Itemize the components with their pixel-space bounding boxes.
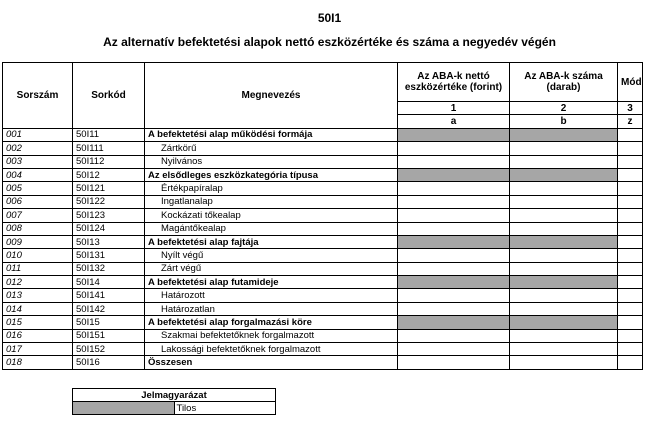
cell-b xyxy=(510,235,618,248)
row-sorkod: 50I152 xyxy=(73,343,145,356)
table-row xyxy=(3,142,643,155)
cell-a xyxy=(398,128,510,141)
cell-b[interactable] xyxy=(510,142,618,155)
table-row xyxy=(3,276,643,289)
row-sorszam: 009 xyxy=(3,235,73,248)
cell-b[interactable] xyxy=(510,262,618,275)
cell-b[interactable] xyxy=(510,343,618,356)
row-sorszam: 005 xyxy=(3,182,73,195)
row-megnevezes: A befektetési alap futamideje xyxy=(145,276,398,289)
cell-a xyxy=(398,316,510,329)
cell-b[interactable] xyxy=(510,249,618,262)
row-sorszam: 011 xyxy=(3,262,73,275)
header-num-a: 1 xyxy=(398,102,510,115)
header-sorszam: Sorszám xyxy=(3,63,73,129)
row-sorkod: 50I141 xyxy=(73,289,145,302)
row-sorkod: 50I142 xyxy=(73,302,145,315)
table-row xyxy=(3,209,643,222)
cell-mod[interactable] xyxy=(618,249,643,262)
table-row xyxy=(3,182,643,195)
cell-mod[interactable] xyxy=(618,222,643,235)
table-row xyxy=(3,316,643,329)
row-sorkod: 50I14 xyxy=(73,276,145,289)
table-body xyxy=(3,128,643,369)
row-sorkod: 50I12 xyxy=(73,168,145,181)
row-sorszam: 002 xyxy=(3,142,73,155)
row-sorszam: 015 xyxy=(3,316,73,329)
legend-title: Jelmagyarázat xyxy=(73,389,276,402)
row-megnevezes: Kockázati tőkealap xyxy=(145,209,398,222)
cell-a[interactable] xyxy=(398,302,510,315)
header-col-a: Az ABA-k nettó eszközértéke (forint) xyxy=(398,63,510,102)
row-sorszam: 001 xyxy=(3,128,73,141)
cell-b xyxy=(510,128,618,141)
cell-a xyxy=(398,168,510,181)
row-sorszam: 010 xyxy=(3,249,73,262)
table-row xyxy=(3,249,643,262)
row-megnevezes: Magántőkealap xyxy=(145,222,398,235)
cell-a[interactable] xyxy=(398,209,510,222)
cell-mod[interactable] xyxy=(618,329,643,342)
cell-a[interactable] xyxy=(398,222,510,235)
row-sorszam: 003 xyxy=(3,155,73,168)
cell-mod xyxy=(618,168,643,181)
table-row xyxy=(3,262,643,275)
cell-a[interactable] xyxy=(398,329,510,342)
cell-b xyxy=(510,168,618,181)
row-megnevezes: Nyilvános xyxy=(145,155,398,168)
row-sorszam: 016 xyxy=(3,329,73,342)
legend-item-label: Tilos xyxy=(174,402,276,415)
cell-b[interactable] xyxy=(510,209,618,222)
row-sorkod: 50I13 xyxy=(73,235,145,248)
row-sorkod: 50I112 xyxy=(73,155,145,168)
row-sorszam: 008 xyxy=(3,222,73,235)
row-megnevezes: A befektetési alap működési formája xyxy=(145,128,398,141)
table-row xyxy=(3,235,643,248)
table-row xyxy=(3,195,643,208)
row-sorszam: 006 xyxy=(3,195,73,208)
row-sorkod: 50I16 xyxy=(73,356,145,369)
row-sorkod: 50I151 xyxy=(73,329,145,342)
table-row xyxy=(3,302,643,315)
cell-mod[interactable] xyxy=(618,343,643,356)
row-sorkod: 50I111 xyxy=(73,142,145,155)
cell-b[interactable] xyxy=(510,155,618,168)
table-row xyxy=(3,155,643,168)
row-megnevezes: Zárt végű xyxy=(145,262,398,275)
table-row xyxy=(3,329,643,342)
cell-a[interactable] xyxy=(398,356,510,369)
header-letter-b: b xyxy=(510,115,618,128)
cell-a[interactable] xyxy=(398,195,510,208)
cell-mod[interactable] xyxy=(618,262,643,275)
row-megnevezes: Értékpapíralap xyxy=(145,182,398,195)
cell-mod xyxy=(618,235,643,248)
legend xyxy=(72,388,276,415)
row-sorszam: 017 xyxy=(3,343,73,356)
row-sorkod: 50I122 xyxy=(73,195,145,208)
header-num-b: 2 xyxy=(510,102,618,115)
row-megnevezes: Határozatlan xyxy=(145,302,398,315)
cell-a[interactable] xyxy=(398,182,510,195)
row-sorkod: 50I123 xyxy=(73,209,145,222)
row-megnevezes: A befektetési alap fajtája xyxy=(145,235,398,248)
row-megnevezes: Az elsődleges eszközkategória típusa xyxy=(145,168,398,181)
cell-mod[interactable] xyxy=(618,182,643,195)
cell-b[interactable] xyxy=(510,302,618,315)
cell-b[interactable] xyxy=(510,356,618,369)
cell-mod[interactable] xyxy=(618,209,643,222)
row-sorszam: 007 xyxy=(3,209,73,222)
cell-b[interactable] xyxy=(510,222,618,235)
row-megnevezes: Nyílt végű xyxy=(145,249,398,262)
data-table xyxy=(2,62,643,370)
cell-a[interactable] xyxy=(398,262,510,275)
cell-a[interactable] xyxy=(398,155,510,168)
header-num-c: 3 xyxy=(618,102,643,115)
header-sorkod: Sorkód xyxy=(73,63,145,129)
row-sorszam: 013 xyxy=(3,289,73,302)
table-row xyxy=(3,168,643,181)
cell-b xyxy=(510,276,618,289)
header-col-c: Mód xyxy=(618,63,643,102)
row-sorkod: 50I15 xyxy=(73,316,145,329)
header-letter-c: z xyxy=(618,115,643,128)
cell-a xyxy=(398,276,510,289)
row-megnevezes: Határozott xyxy=(145,289,398,302)
row-sorszam: 004 xyxy=(3,168,73,181)
cell-b xyxy=(510,316,618,329)
row-megnevezes: Zártkörű xyxy=(145,142,398,155)
cell-a[interactable] xyxy=(398,289,510,302)
row-megnevezes: Szakmai befektetőknek forgalmazott xyxy=(145,329,398,342)
page-title: Az alternatív befektetési alapok nettó eszközértéke és száma a negyedév végén xyxy=(103,35,556,49)
cell-mod[interactable] xyxy=(618,356,643,369)
row-megnevezes: Összesen xyxy=(145,356,398,369)
cell-mod xyxy=(618,128,643,141)
row-megnevezes: Ingatlanalap xyxy=(145,195,398,208)
cell-b[interactable] xyxy=(510,329,618,342)
header-megnevezes: Megnevezés xyxy=(145,63,398,129)
row-sorkod: 50I131 xyxy=(73,249,145,262)
form-code: 50I1 xyxy=(317,11,342,25)
cell-b[interactable] xyxy=(510,182,618,195)
cell-b[interactable] xyxy=(510,195,618,208)
cell-b[interactable] xyxy=(510,289,618,302)
header-letter-a: a xyxy=(398,115,510,128)
row-megnevezes: Lakossági befektetőknek forgalmazott xyxy=(145,343,398,356)
row-sorkod: 50I121 xyxy=(73,182,145,195)
legend-swatch xyxy=(73,402,175,415)
cell-mod[interactable] xyxy=(618,142,643,155)
cell-mod[interactable] xyxy=(618,289,643,302)
row-sorkod: 50I132 xyxy=(73,262,145,275)
cell-a[interactable] xyxy=(398,343,510,356)
cell-mod[interactable] xyxy=(618,195,643,208)
cell-mod[interactable] xyxy=(618,302,643,315)
row-megnevezes: A befektetési alap forgalmazási köre xyxy=(145,316,398,329)
row-sorszam: 014 xyxy=(3,302,73,315)
header-col-b: Az ABA-k száma (darab) xyxy=(510,63,618,102)
table-row xyxy=(3,356,643,369)
table-row xyxy=(3,222,643,235)
cell-mod[interactable] xyxy=(618,155,643,168)
cell-a[interactable] xyxy=(398,249,510,262)
row-sorkod: 50I11 xyxy=(73,128,145,141)
table-row xyxy=(3,128,643,141)
table-row xyxy=(3,343,643,356)
row-sorszam: 012 xyxy=(3,276,73,289)
cell-a xyxy=(398,235,510,248)
cell-mod xyxy=(618,316,643,329)
cell-mod xyxy=(618,276,643,289)
row-sorszam: 018 xyxy=(3,356,73,369)
row-sorkod: 50I124 xyxy=(73,222,145,235)
cell-a[interactable] xyxy=(398,142,510,155)
table-row xyxy=(3,289,643,302)
